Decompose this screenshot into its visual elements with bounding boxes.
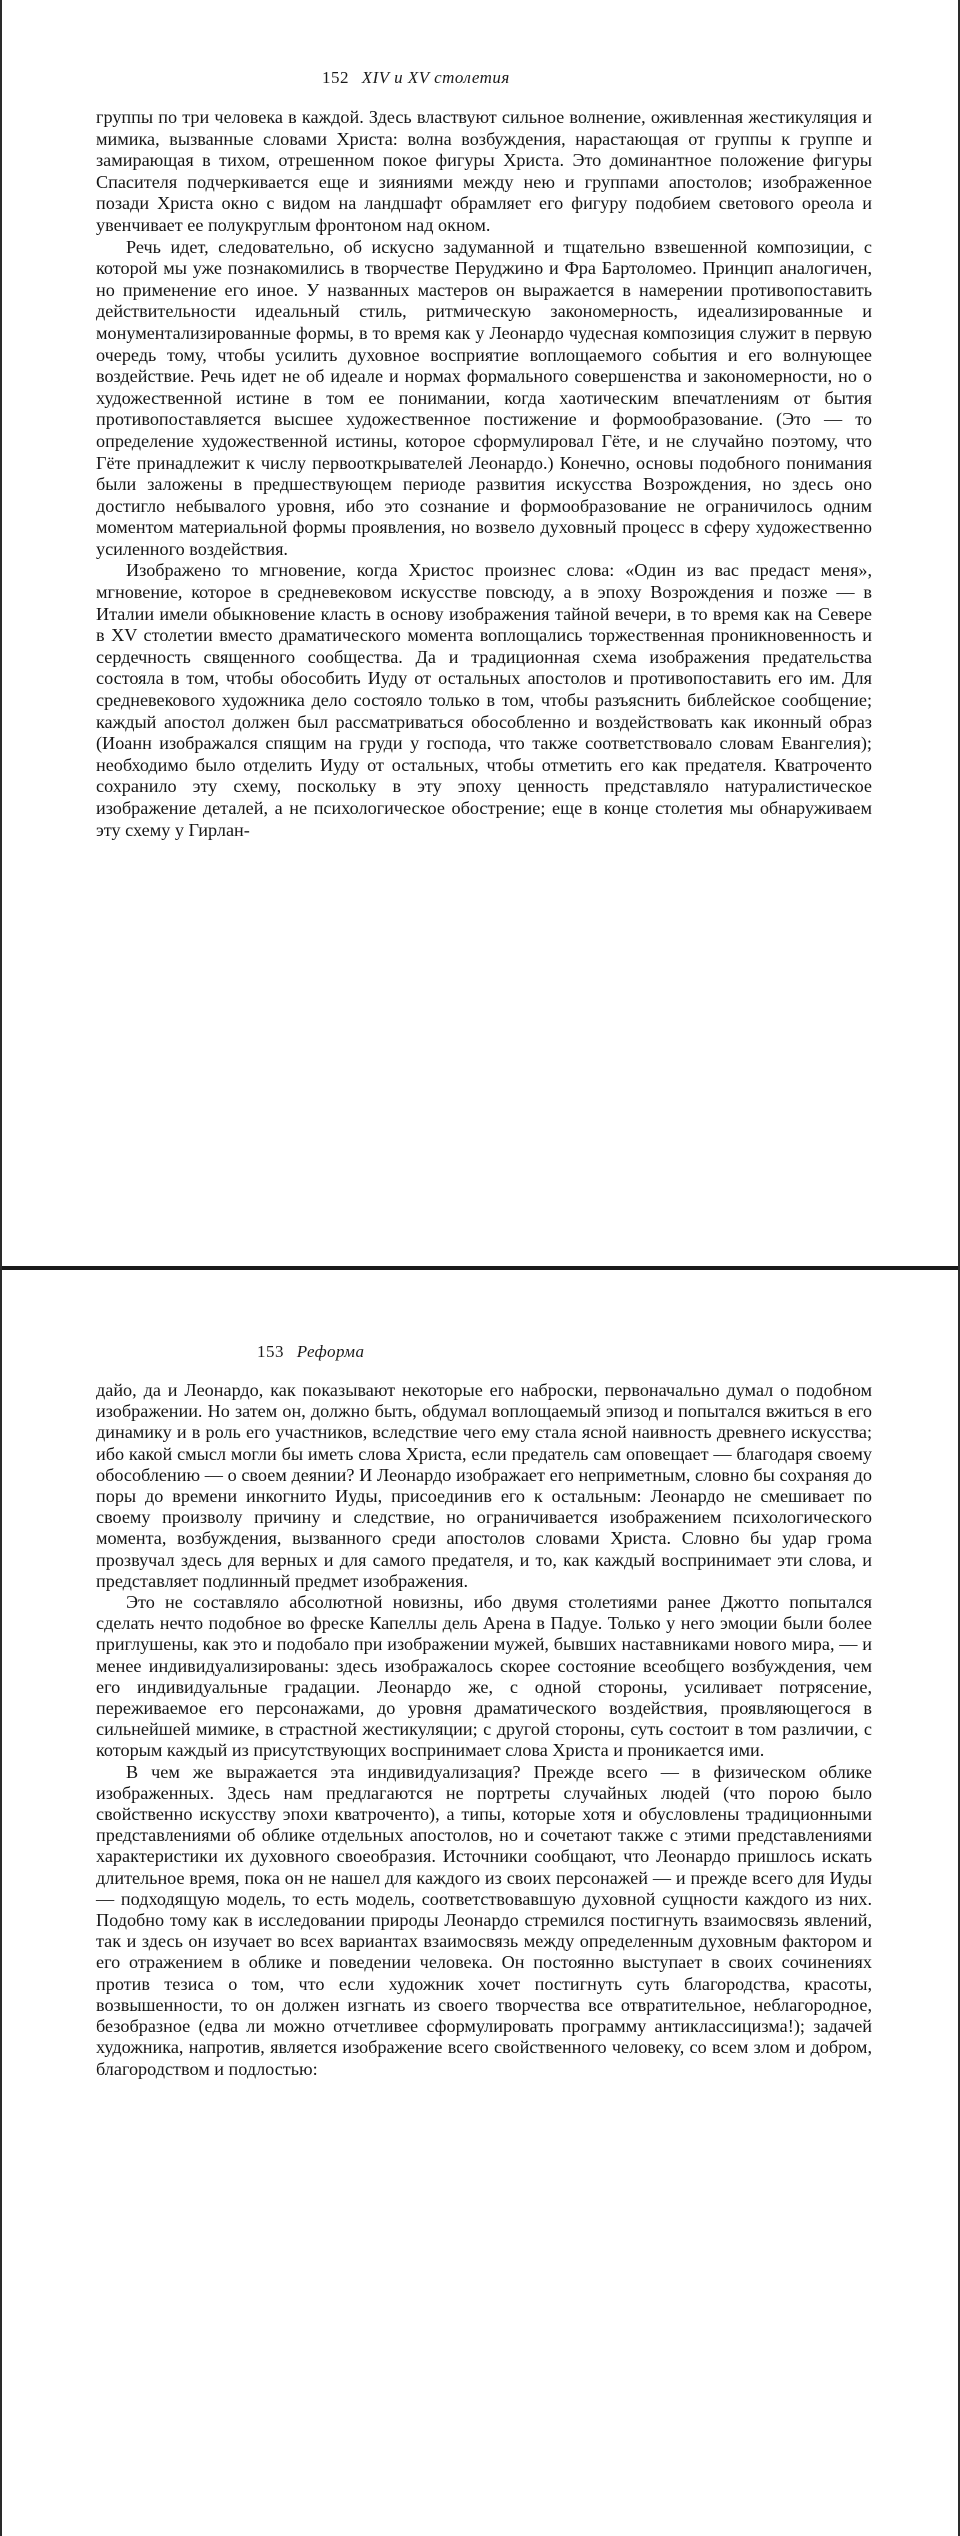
running-title: Реформа [296,1342,365,1361]
paragraph: группы по три человека в каждой. Здесь властвуют сильное волнение, оживленная жестикуляция и мимика, вызванные словами Христа: волна возбуждения, нарастающая от группы к группе и замирающая в тихом, отрешенном покое фигуры Христа. Это доминантное положение фигуры Спасителя подчеркивается еще и зияниями между нею и группами апостолов; изображенное позади Христа окно с видом на ландшафт обрамляет его фигуру подобием светового ореола и увенчивает ее полукруглым фронтоном над окном. [96,107,872,235]
page-separator [0,1266,960,1270]
body-text [96,1380,872,2080]
paragraph: Это не составляло абсолютной новизны, ибо двумя столетиями ранее Джотто попытался сделать нечто подобное во фреске Капеллы дель Арена в Падуе. Только у него эмоции были более приглушены, как это и подобало при изображении мужей, бывших наставниками нового мира, — и менее индивидуализированы: здесь изображалось скорее состояние всеобщего возбуждения, чем его индивидуальные градации. Леонардо же, с одной стороны, усиливает потрясение, переживаемое его персонажами, до уровня драматического воздействия, проявляющегося в сильнейшей мимике, в страстной жестикуляции; с другой стороны, суть состоит в том различии, с которым каждый из присутствующих воспринимает слова Христа и проникается ими. [96,1592,872,1761]
paragraph: дайо, да и Леонардо, как показывают некоторые его наброски, первоначально думал о подобном изображении. Но затем он, должно быть, обдумал воплощаемый эпизод и попытался вжиться в его динамику и в роль его участников, вследствие чего ему стала ясной наивность древнего искусства; ибо какой смысл могли бы иметь слова Христа, если предатель сам оповещает — благодаря своему обособлению — о своем деянии? И Леонардо изображает его неприметным, словно бы сохраняя до поры до времени инкогнито Иуды, присоединив его к остальным: Леонардо не смешивает по своему произволу причину и следствие, но ограничивается изображением психологического момента, возбуждения, вызванного среди апостолов словами Христа. Словно бы удар грома прозвучал здесь для верных и для самого предателя, и то, как каждый воспринимает эти слова, и представляет подлинный предмет изображения. [96,1380,872,1591]
running-header [322,68,510,88]
page-number: 153 [257,1342,284,1361]
paragraph: В чем же выражается эта индивидуализация? Прежде всего — в физическом облике изображенных. Здесь нам предлагаются не портреты случайных людей (что порою было свойственно искусству эпохи кватроченто), а типы, которые хотя и обусловлены традиционными представлениями об облике отдельных апостолов, но и сочетают также с этими представлениями характеристики их духовного своеобразия. Источники сообщают, что Леонардо пришлось искать длительное время, пока он не нашел для каждого из своих персонажей — и прежде всего для Иуды — подходящую модель, то есть модель, соответствовавшую духовной сущности каждого из них. Подобно тому как в исследовании природы Леонардо стремился постигнуть взаимосвязь явлений, так и здесь он изучает во всех вариантах взаимосвязь между определенным духовным фактором и его отражением в облике и поведении человека. Он постоянно выступает в своих сочинениях против тезиса о том, что если художник хочет постигнуть суть благородства, красоты, возвышенности, то он должен изгнать из своего творчества все отвратительное, неблагородное, безобразное (едва ли можно отчетливее сформулировать программу антиклассицизма!); задачей художника, напротив, является изображение всего свойственного человеку, со всем злом и добром, благородством и подлостью: [96,1761,872,2079]
paragraph: Изображено то мгновение, когда Христос произнес слова: «Один из вас предаст меня», мгновение, которое в средневековом искусстве повсюду, а в эпоху Возрождения и позже — в Италии имели обыкновение класть в основу изображения тайной вечери, в то время как на Севере в XV столетии вместо драматического момента воплощались торжественная проникновенность и сердечность священного сообщества. Да и традиционная схема изображения предательства состояла в том, чтобы обособить Иуду от остальных апостолов и противопоставить его им. Для средневекового художника дело состояло только в том, чтобы разъяснить библейское сообщение; каждый апостол должен был рассматриваться обособленно и воздействовать как иконный образ (Иоанн изображался спящим на груди у господа, что также соответствовало словам Евангелия); необходимо было отделить Иуду от остальных, чтобы отметить его как предателя. Кватроченто сохранило эту схему, поскольку в эту эпоху ценность представляло натуралистическое изображение деталей, а не психологическое обострение; еще в конце столетия мы обнаруживаем эту схему у Гирлан- [96,560,872,840]
page-number: 152 [322,68,349,87]
running-title: XIV и XV столетия [361,68,510,87]
scan-border-left [0,0,2,2536]
page-153 [0,1268,960,2536]
body-text [96,107,872,841]
running-header [257,1342,365,1362]
paragraph: Речь идет, следовательно, об искусно задуманной и тщательно взвешенной композиции, с которой мы уже познакомились в творчестве Перуджино и Фра Бартоломео. Принцип аналогичен, но применение его иное. У названных мастеров он выражается в намерении противопоставить действительности идеальный стиль, ритмическую закономерность, идеализированные и монументализированные формы, в то время как у Леонардо чудесная композиция служит в первую очередь тому, чтобы усилить духовное восприятие воплощаемого события и его волнующее воздействие. Речь идет не об идеале и нормах формального совершенства и закономерности, но о художественной истине в том ее понимании, когда хаотическим впечатлениям от бытия противопоставляется высшее художественное постижение и формообразование. (Это — то определение художественной истины, которое сформулировал Гёте, и не случайно поэтому, что Гёте принадлежит к числу первооткрывателей Леонардо.) Конечно, основы подобного понимания были заложены в предшествующем периоде развития искусства Возрождения, но здесь оно достигло небывалого уровня, ибо это сознание и формообразование не ограничилось одним моментом материальной формы проявления, но возвело духовный процесс в сферу художественно усиленного воздействия. [96,236,872,559]
